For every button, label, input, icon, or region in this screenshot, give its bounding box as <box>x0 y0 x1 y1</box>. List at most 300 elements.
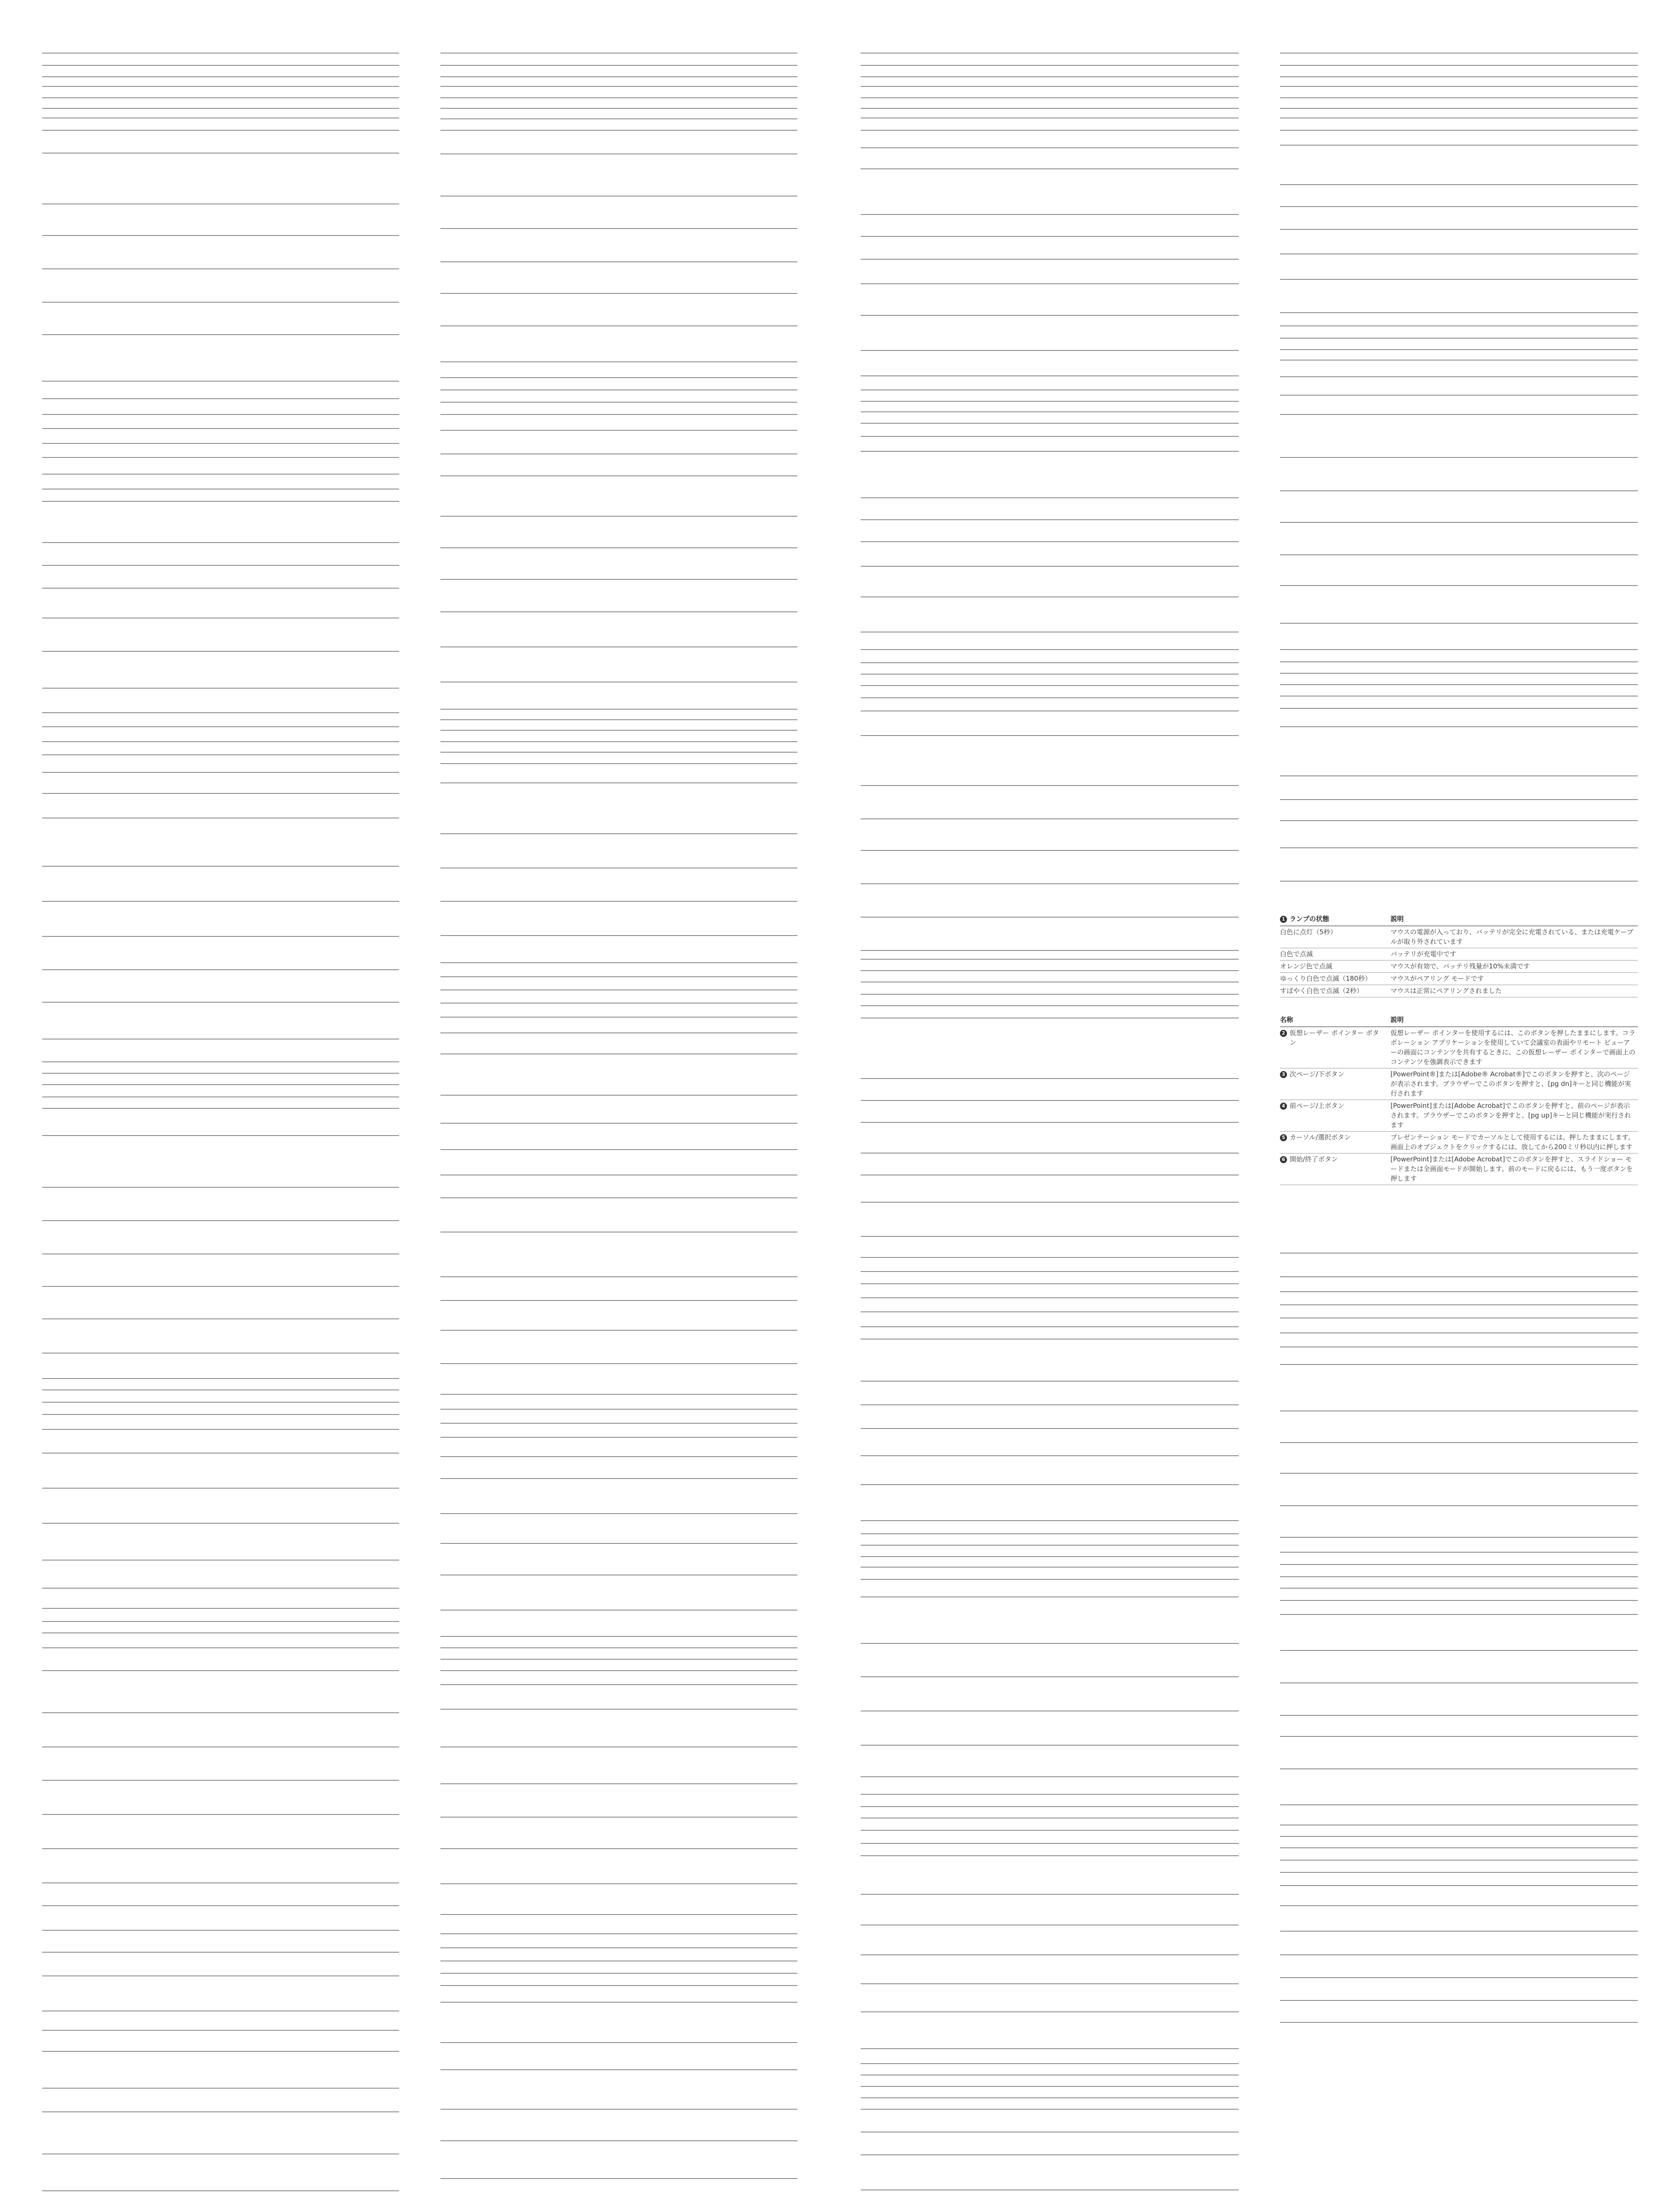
ruled-line <box>1280 673 1638 674</box>
ruled-line <box>1280 1291 1638 1292</box>
ruled-line <box>861 1283 1239 1284</box>
ruled-line <box>861 350 1239 351</box>
ruled-line <box>1280 1276 1638 1277</box>
ruled-line <box>861 959 1239 960</box>
ruled-line <box>1280 708 1638 709</box>
ruled-line <box>440 402 797 403</box>
ruled-line <box>1280 1977 1638 1978</box>
ruled-line <box>861 1100 1239 1101</box>
ruled-line <box>42 1002 399 1003</box>
ruled-line <box>440 2002 797 2003</box>
ruled-line <box>1280 881 1638 882</box>
lamp-state: 白色で点滅 <box>1280 948 1390 961</box>
ruled-line <box>440 414 797 415</box>
callout-number: 4 <box>1280 1103 1287 1110</box>
ruled-line <box>440 2109 797 2110</box>
ruled-line <box>42 1975 399 1976</box>
ruled-line <box>861 1983 1239 1984</box>
ruled-line <box>440 2069 797 2070</box>
ruled-line <box>440 763 797 764</box>
ruled-line <box>861 662 1239 663</box>
ruled-line <box>440 1276 797 1277</box>
ruled-line <box>861 375 1239 376</box>
ruled-line <box>1280 585 1638 586</box>
ruled-line <box>1280 325 1638 326</box>
ruled-line <box>42 2051 399 2052</box>
ruled-line <box>1280 649 1638 650</box>
ruled-line <box>42 334 399 335</box>
ruled-line <box>440 1543 797 1544</box>
ruled-line <box>861 917 1239 918</box>
ruled-line <box>42 1488 399 1489</box>
ruled-line <box>440 1017 797 1018</box>
ruled-line <box>1280 490 1638 491</box>
ruled-line <box>440 1003 797 1004</box>
ruled-line <box>440 611 797 612</box>
ruled-line <box>440 752 797 753</box>
ruled-line <box>861 168 1239 169</box>
button-functions-table <box>1280 1014 1638 1185</box>
lamp-description: マウスがペアリング モードです <box>1390 973 1638 985</box>
ruled-line <box>1280 1564 1638 1565</box>
ruled-line <box>440 719 797 720</box>
ruled-line <box>42 65 399 66</box>
ruled-line <box>1280 1847 1638 1848</box>
table-row <box>1280 985 1638 997</box>
ruled-line <box>440 1149 797 1150</box>
ruled-line <box>861 2189 1239 2190</box>
ruled-line <box>440 430 797 431</box>
description-column-header: 説明 <box>1390 1014 1638 1027</box>
button-description: [PowerPoint®]または[Adobe® Acrobat®]でこのボタンを押すと、次のページが表示されます。ブラウザーでこのボタンを押すと、[pg dn]キーと同じ機能が実行されます <box>1390 1068 1638 1100</box>
ruled-line <box>1280 623 1638 624</box>
ruled-line <box>861 1311 1239 1312</box>
ruled-line <box>1280 1804 1638 1805</box>
ruled-line <box>861 1153 1239 1154</box>
ruled-line <box>440 97 797 98</box>
ruled-line <box>861 596 1239 597</box>
ruled-line <box>861 950 1239 951</box>
ruled-line <box>42 1414 399 1415</box>
button-name: カーソル/選択ボタン <box>1290 1133 1351 1141</box>
ruled-line <box>42 1588 399 1589</box>
button-description: [PowerPoint]または[Adobe Acrobat]でこのボタンを押すと、スライドショー モードまたは全画面モードが開始します。前のモードに戻るには、もう一度ボタンを押します <box>1390 1154 1638 1185</box>
ruled-line <box>1280 2000 1638 2001</box>
ruled-line <box>440 65 797 66</box>
ruled-line <box>440 293 797 294</box>
ruled-line <box>42 1220 399 1221</box>
description-column-header: 説明 <box>1390 913 1638 926</box>
ruled-line <box>861 53 1239 54</box>
lamp-state: すばやく白色で点滅（2秒） <box>1280 985 1390 997</box>
ruled-line <box>1280 1442 1638 1443</box>
ruled-line <box>1280 799 1638 800</box>
lamp-description: マウスが有効で、バッテリ残量が10%未満です <box>1390 961 1638 973</box>
ruled-line <box>440 1095 797 1096</box>
ruled-line <box>440 1123 797 1124</box>
ruled-line <box>440 547 797 548</box>
ruled-line <box>861 2154 1239 2155</box>
ruled-line <box>42 1848 399 1849</box>
ruled-line <box>42 1780 399 1781</box>
ruled-line <box>42 86 399 87</box>
ruled-line <box>861 2048 1239 2049</box>
ruled-line <box>1280 65 1638 66</box>
ruled-line <box>861 994 1239 995</box>
ruled-line <box>440 261 797 262</box>
ruled-line <box>42 2030 399 2031</box>
ruled-line <box>42 53 399 54</box>
ruled-line <box>440 741 797 742</box>
ruled-line <box>1280 847 1638 848</box>
ruled-line <box>42 97 399 98</box>
ruled-line <box>42 726 399 727</box>
lamp-state: ゆっくり白色で点滅（180秒） <box>1280 973 1390 985</box>
ruled-line <box>861 1520 1239 1521</box>
ruled-line <box>861 1428 1239 1429</box>
ruled-line <box>1280 1588 1638 1589</box>
ruled-line <box>861 130 1239 131</box>
ruled-line <box>1280 1872 1638 1873</box>
ruled-line <box>1280 726 1638 727</box>
ruled-line <box>440 962 797 963</box>
ruled-line <box>861 970 1239 971</box>
ruled-line <box>440 646 797 647</box>
ruled-line <box>861 1830 1239 1831</box>
table-row <box>1280 1132 1638 1154</box>
ruled-line <box>1280 76 1638 77</box>
ruled-line <box>42 1429 399 1430</box>
ruled-line <box>42 1632 399 1633</box>
ruled-line <box>861 497 1239 498</box>
lamp-state: 白色に点灯（5秒） <box>1280 926 1390 948</box>
ruled-line <box>861 423 1239 424</box>
ruled-line <box>440 989 797 990</box>
ruled-line <box>42 428 399 429</box>
ruled-line <box>1280 1954 1638 1955</box>
ruled-line <box>1280 554 1638 555</box>
ruled-line <box>1280 145 1638 146</box>
ruled-line <box>42 901 399 902</box>
table-row <box>1280 948 1638 961</box>
ruled-line <box>861 541 1239 542</box>
ruled-line <box>440 1684 797 1685</box>
ruled-line <box>1280 1931 1638 1932</box>
ruled-line <box>861 1078 1239 1079</box>
ruled-line <box>1280 1505 1638 1506</box>
ruled-line <box>861 1643 1239 1644</box>
table-row <box>1280 1027 1638 1068</box>
ruled-line <box>1280 1650 1638 1651</box>
ruled-line <box>861 1776 1239 1777</box>
ruled-line <box>440 709 797 710</box>
ruled-line <box>42 936 399 937</box>
callout-number: 5 <box>1280 1134 1287 1141</box>
ruled-line <box>1280 1253 1638 1254</box>
column-1 <box>42 0 399 2193</box>
ruled-line <box>440 833 797 834</box>
ruled-line <box>861 2063 1239 2064</box>
ruled-line <box>861 785 1239 786</box>
ruled-line <box>42 235 399 236</box>
table-header-row <box>1280 913 1638 926</box>
button-name-cell <box>1280 1068 1390 1100</box>
ruled-line <box>42 1073 399 1074</box>
table-row <box>1280 973 1638 985</box>
callout-number: 3 <box>1280 1071 1287 1078</box>
ruled-line <box>1280 279 1638 280</box>
ruled-line <box>42 1560 399 1561</box>
ruled-line <box>440 1610 797 1611</box>
ruled-line <box>440 2140 797 2141</box>
ruled-line <box>1280 206 1638 207</box>
ruled-line <box>861 86 1239 87</box>
ruled-line <box>42 1905 399 1906</box>
ruled-line <box>1280 376 1638 377</box>
ruled-line <box>42 1108 399 1109</box>
ruled-line <box>440 118 797 119</box>
ruled-line <box>861 259 1239 260</box>
ruled-line <box>440 1409 797 1410</box>
ruled-line <box>1280 1885 1638 1886</box>
ruled-line <box>1280 1860 1638 1861</box>
ruled-line <box>861 1855 1239 1856</box>
ruled-line <box>1280 1304 1638 1305</box>
ruled-line <box>861 1381 1239 1382</box>
ruled-line <box>42 688 399 689</box>
ruled-line <box>440 730 797 731</box>
ruled-line <box>42 1084 399 1085</box>
ruled-line <box>1280 338 1638 339</box>
ruled-line <box>1280 86 1638 87</box>
button-description: プレゼンテーション モードでカーソルとして使用するには、押したままにします。画面上のオブジェクトをクリックするには、放してから200ミリ秒以内に押します <box>1390 1132 1638 1154</box>
ruled-line <box>440 901 797 902</box>
ruled-line <box>440 579 797 580</box>
ruled-line <box>1280 1768 1638 1769</box>
ruled-line <box>861 697 1239 698</box>
ruled-line <box>42 1930 399 1931</box>
ruled-line <box>42 1621 399 1622</box>
ruled-line <box>42 1453 399 1454</box>
ruled-line <box>861 649 1239 650</box>
ruled-line <box>42 1187 399 1188</box>
ruled-line <box>1280 360 1638 361</box>
ruled-line <box>440 1423 797 1424</box>
lamp-description: バッテリが充電中です <box>1390 948 1638 961</box>
ruled-line <box>1280 1576 1638 1577</box>
ruled-line <box>861 1404 1239 1405</box>
ruled-line <box>42 1402 399 1403</box>
ruled-line <box>440 1363 797 1364</box>
ruled-line <box>440 1636 797 1637</box>
ruled-line <box>1280 395 1638 396</box>
ruled-line <box>861 411 1239 412</box>
ruled-line <box>1280 684 1638 685</box>
ruled-line <box>861 315 1239 316</box>
ruled-line <box>440 1933 797 1934</box>
ruled-line <box>1280 1715 1638 1716</box>
ruled-line <box>861 566 1239 567</box>
ruled-line <box>861 2097 1239 2098</box>
ruled-line <box>1280 130 1638 131</box>
ruled-line <box>1280 414 1638 415</box>
ruled-line <box>440 1709 797 1710</box>
ruled-line <box>440 935 797 936</box>
ruled-line <box>1280 184 1638 185</box>
ruled-line <box>42 1608 399 1609</box>
ruled-line <box>440 1478 797 1479</box>
button-description: 仮想レーザー ポインターを使用するには、このボタンを押したままにします。コラボレーション アプリケーションを使用していて会議室の表面やリモート ビューアーの画面にコンテンツを共有するときに、この仮想レーザー ポインターで画面上のコンテンツを強調表示できます <box>1390 1027 1638 1068</box>
ruled-line <box>861 1745 1239 1746</box>
ruled-line <box>42 1353 399 1354</box>
table-row <box>1280 1100 1638 1132</box>
ruled-line <box>861 1894 1239 1895</box>
button-name: 次ページ/下ボタン <box>1290 1070 1344 1078</box>
ruled-line <box>1280 312 1638 313</box>
ruled-line <box>42 1523 399 1524</box>
ruled-line <box>861 1567 1239 1568</box>
ruled-line <box>1280 97 1638 98</box>
ruled-line <box>440 108 797 109</box>
ruled-line <box>42 130 399 131</box>
ruled-line <box>440 2042 797 2043</box>
ruled-line <box>861 883 1239 884</box>
ruled-line <box>42 754 399 755</box>
ruled-line <box>1280 349 1638 350</box>
ruled-line <box>440 475 797 476</box>
ruled-line <box>1280 1614 1638 1615</box>
ruled-line <box>42 1318 399 1319</box>
ruled-line <box>1280 1836 1638 1837</box>
ruled-line <box>861 389 1239 390</box>
ruled-line <box>440 53 797 54</box>
ruled-line <box>42 1670 399 1671</box>
ruled-line <box>440 377 797 378</box>
button-description: [PowerPoint]または[Adobe Acrobat]でこのボタンを押すと、前のページが表示されます。ブラウザーでこのボタンを押すと、[pg up]キーと同じ機能が実行されます <box>1390 1100 1638 1132</box>
state-column-header: 1 ランプの状態 <box>1280 913 1390 926</box>
ruled-line <box>861 2086 1239 2087</box>
ruled-line <box>440 325 797 326</box>
ruled-line <box>861 1484 1239 1485</box>
ruled-line <box>861 1843 1239 1844</box>
table-row <box>1280 961 1638 973</box>
button-name-cell <box>1280 1132 1390 1154</box>
ruled-line <box>42 1286 399 1287</box>
button-name-cell <box>1280 1027 1390 1068</box>
column-2 <box>440 0 797 2193</box>
ruled-line <box>1280 457 1638 458</box>
ruled-line <box>440 976 797 977</box>
ruled-line <box>42 1378 399 1379</box>
ruled-line <box>861 236 1239 237</box>
ruled-line <box>440 86 797 87</box>
ruled-line <box>861 97 1239 98</box>
ruled-line <box>440 1973 797 1974</box>
ruled-line <box>42 588 399 589</box>
ruled-line <box>861 1257 1239 1258</box>
ruled-line <box>42 772 399 773</box>
ruled-line <box>861 2011 1239 2012</box>
ruled-line <box>42 76 399 77</box>
ruled-line <box>1280 108 1638 109</box>
ruled-line <box>440 1659 797 1660</box>
ruled-line <box>42 381 399 382</box>
ruled-line <box>1280 820 1638 821</box>
ruled-line <box>1280 1736 1638 1737</box>
ruled-line <box>42 474 399 475</box>
ruled-line <box>440 1437 797 1438</box>
table-row <box>1280 1068 1638 1100</box>
button-name: 開始/終了ボタン <box>1290 1155 1338 1163</box>
table-header-row <box>1280 1014 1638 1027</box>
ruled-line <box>861 147 1239 148</box>
ruled-line <box>861 436 1239 437</box>
callout-number: 1 <box>1280 916 1287 923</box>
ruled-line <box>861 2109 1239 2110</box>
ruled-line <box>1280 1473 1638 1474</box>
ruled-line <box>1280 1552 1638 1553</box>
ruled-line <box>440 516 797 517</box>
ruled-line <box>1280 1600 1638 1601</box>
ruled-line <box>42 565 399 566</box>
ruled-line <box>440 1197 797 1198</box>
lamp-description: マウスは正常にペアリングされました <box>1390 985 1638 997</box>
ruled-line <box>1280 522 1638 523</box>
ruled-line <box>861 1954 1239 1955</box>
ruled-line <box>861 1533 1239 1534</box>
ruled-line <box>861 1556 1239 1557</box>
ruled-line <box>1280 775 1638 776</box>
ruled-line <box>42 1814 399 1815</box>
ruled-line <box>42 712 399 713</box>
ruled-line <box>861 76 1239 77</box>
ruled-line <box>42 1135 399 1136</box>
ruled-line <box>861 214 1239 215</box>
ruled-line <box>861 1122 1239 1123</box>
ruled-line <box>861 1579 1239 1580</box>
ruled-line <box>42 153 399 154</box>
ruled-line <box>440 76 797 77</box>
ruled-line <box>440 1330 797 1331</box>
ruled-line <box>1280 1905 1638 1906</box>
ruled-line <box>440 1883 797 1884</box>
ruled-line <box>42 302 399 303</box>
ruled-line <box>861 1005 1239 1006</box>
ruled-line <box>861 1236 1239 1237</box>
ruled-line <box>440 1032 797 1033</box>
lamp-status-table <box>1280 913 1638 997</box>
ruled-line <box>440 1670 797 1671</box>
ruled-line <box>42 969 399 970</box>
ruled-line <box>42 108 399 109</box>
ruled-line <box>861 1545 1239 1546</box>
ruled-line <box>861 1202 1239 1203</box>
ruled-line <box>861 685 1239 686</box>
ruled-line <box>861 401 1239 402</box>
ruled-line <box>440 130 797 131</box>
ruled-line <box>861 674 1239 675</box>
ruled-line <box>861 1297 1239 1298</box>
name-column-header: 名称 <box>1280 1014 1390 1027</box>
ruled-line <box>42 2088 399 2089</box>
ruled-line <box>1280 1537 1638 1538</box>
ruled-line <box>440 228 797 229</box>
ruled-line <box>440 1647 797 1648</box>
table-row <box>1280 1154 1638 1185</box>
ruled-line <box>42 501 399 502</box>
ruled-line <box>861 1794 1239 1795</box>
ruled-line <box>1280 1682 1638 1683</box>
